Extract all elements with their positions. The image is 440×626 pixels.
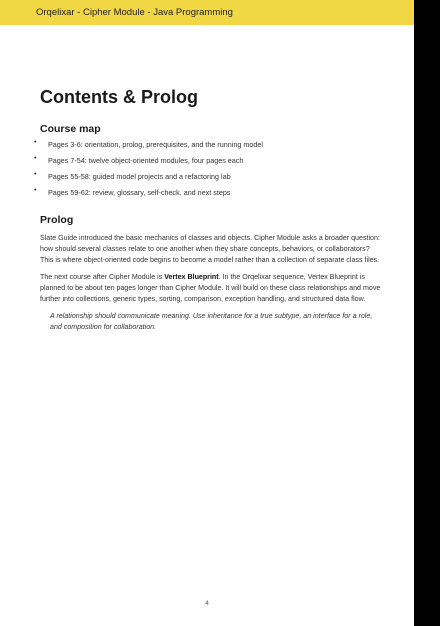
- bullet-icon: •: [34, 187, 37, 194]
- list-item-text: Pages 59-62: review, glossary, self-check, and next steps: [48, 188, 231, 197]
- course-map-list: [34, 139, 382, 198]
- prolog-heading: Prolog: [40, 214, 74, 226]
- list-item: [34, 139, 382, 150]
- prolog-paragraph-1: Slate Guide introduced the basic mechanics of classes and objects. Cipher Module asks a broader question: how should several classes relate to one another when they share concepts, behaviors, or collaborators? This is where object-oriented code begins to become a model rather than a collection of separate class files.: [40, 234, 380, 264]
- course-name-emphasis: Vertex Blueprint: [164, 273, 219, 281]
- list-item: [34, 155, 382, 166]
- header-band: [0, 0, 414, 25]
- bullet-icon: •: [34, 171, 37, 178]
- course-map-heading: Course map: [40, 123, 101, 135]
- bullet-icon: •: [34, 155, 37, 162]
- page-edge-bar: [414, 0, 440, 626]
- list-item: [34, 171, 382, 182]
- page-title: Contents & Prolog: [40, 87, 198, 107]
- page-number: 4: [205, 600, 209, 607]
- paragraph-text: The next course after Cipher Module is: [40, 273, 165, 281]
- list-item: [34, 187, 382, 198]
- list-item-text: Pages 7-54: twelve object-oriented modules, four pages each: [48, 156, 244, 165]
- page-content: [34, 86, 382, 333]
- prolog-paragraph-2: [40, 272, 382, 305]
- paragraph-text: . In the Orqelixar sequence, Vertex Blueprint is planned to be about ten pages longer than Cipher Module. It will build on these class relationships and move further into collections, generic types, sorting, comparison, exception handling, and structured data flow.: [40, 273, 381, 303]
- bullet-icon: •: [34, 139, 37, 146]
- prolog-quote: A relationship should communicate meaning. Use inheritance for a true subtype, an interface for a role, and composition for collaboration.: [50, 312, 373, 331]
- list-item-text: Pages 3-6: orientation, prolog, prerequisites, and the running model: [48, 140, 263, 149]
- list-item-text: Pages 55-58: guided model projects and a refactoring lab: [48, 172, 231, 181]
- header-title: Orqelixar - Cipher Module - Java Programming: [36, 7, 233, 18]
